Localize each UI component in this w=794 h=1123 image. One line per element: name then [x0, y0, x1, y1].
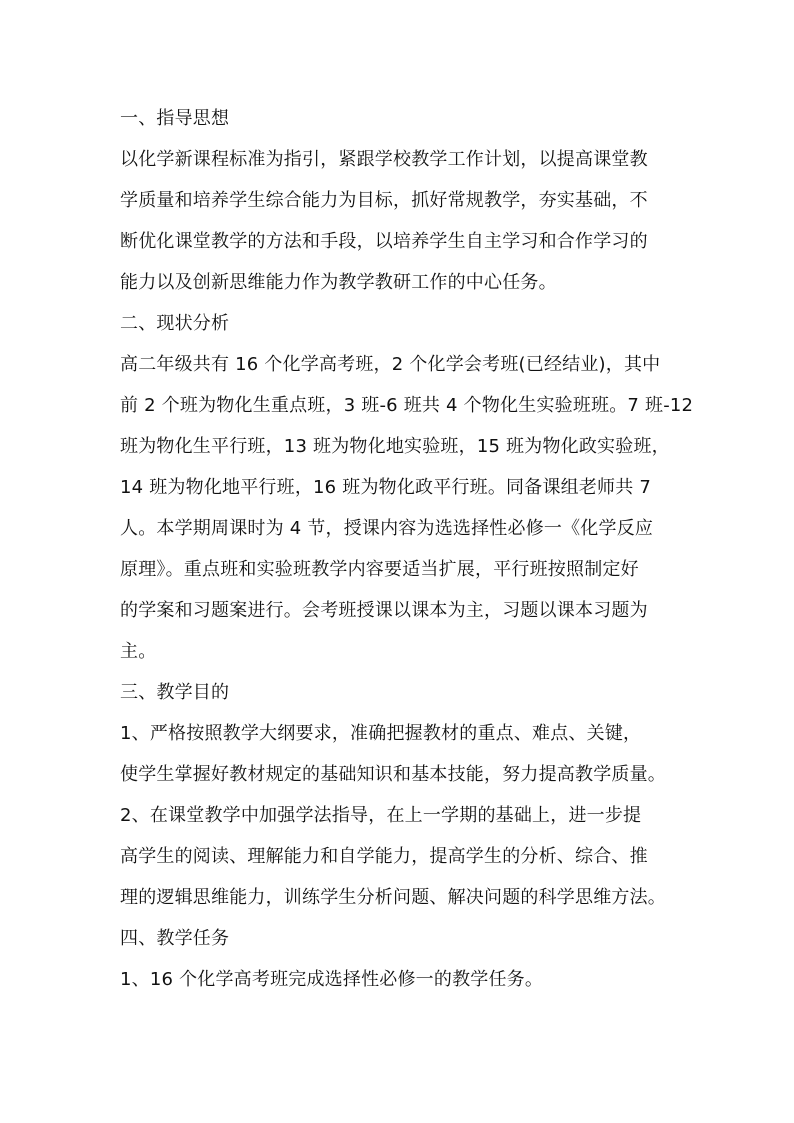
- paragraph-line: 的学案和习题案进行。会考班授课以课本为主，习题以课本习题为: [120, 600, 648, 621]
- paragraph-line: 理的逻辑思维能力，训练学生分析问题、解决问题的科学思维方法。: [120, 887, 666, 908]
- paragraph-line: 学质量和培养学生综合能力为目标，抓好常规教学，夯实基础，不: [120, 190, 648, 211]
- paragraph-line: 高学生的阅读、理解能力和自学能力，提高学生的分析、综合、推: [120, 846, 648, 867]
- paragraph-line: 原理》。重点班和实验班教学内容要适当扩展，平行班按照制定好: [120, 559, 639, 580]
- heading-teaching-objectives: 三、教学目的: [120, 682, 230, 703]
- paragraph-line: 1、16 个化学高考班完成选择性必修一的教学任务。: [120, 969, 544, 990]
- paragraph-line: 断优化课堂教学的方法和手段，以培养学生自主学习和合作学习的: [120, 231, 648, 252]
- heading-guiding-thought: 一、指导思想: [120, 108, 230, 129]
- paragraph-line: 高二年级共有 16 个化学高考班，2 个化学会考班(已经结业)，其中: [120, 354, 661, 375]
- paragraph-line: 班为物化生平行班，13 班为物化地实验班，15 班为物化政实验班，: [120, 436, 670, 457]
- heading-teaching-tasks: 四、教学任务: [120, 928, 230, 949]
- paragraph-line: 使学生掌握好教材规定的基础知识和基本技能，努力提高教学质量。: [120, 764, 666, 785]
- paragraph-line: 2、在课堂教学中加强学法指导，在上一学期的基础上，进一步提: [120, 805, 642, 826]
- paragraph-line: 14 班为物化地平行班，16 班为物化政平行班。同备课组老师共 7: [120, 477, 652, 498]
- paragraph-line: 主。: [120, 641, 157, 662]
- paragraph-line: 以化学新课程标准为指引，紧跟学校教学工作计划，以提高课堂教: [120, 149, 648, 170]
- paragraph-line: 前 2 个班为物化生重点班，3 班-6 班共 4 个物化生实验班班。7 班-12: [120, 395, 694, 416]
- heading-status-analysis: 二、现状分析: [120, 313, 230, 334]
- paragraph-line: 能力以及创新思维能力作为教学教研工作的中心任务。: [120, 272, 557, 293]
- paragraph-line: 人。本学期周课时为 4 节，授课内容为选选择性必修一《化学反应: [120, 518, 654, 539]
- paragraph-line: 1、严格按照教学大纲要求，准确把握教材的重点、难点、关键，: [120, 723, 642, 744]
